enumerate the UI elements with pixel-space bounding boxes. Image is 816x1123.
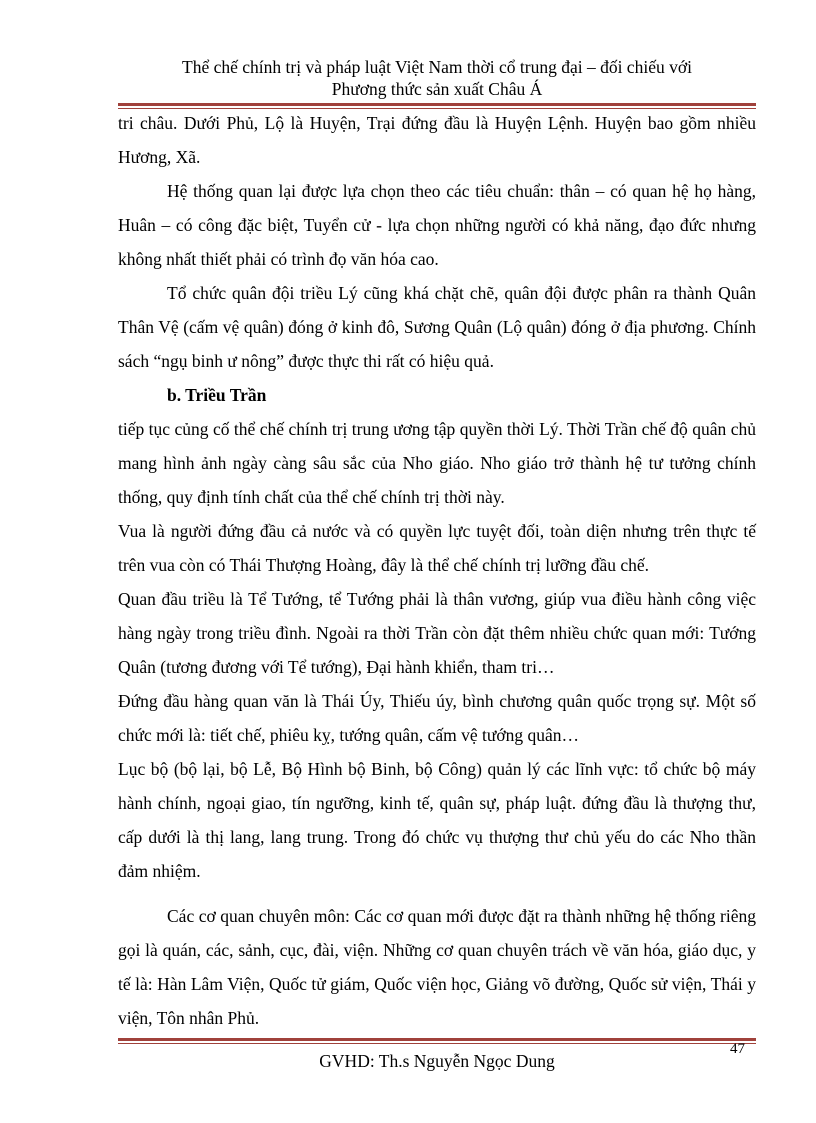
page-header bbox=[118, 56, 756, 100]
section-heading-tran-dynasty: b. Triều Trần bbox=[167, 385, 267, 405]
paragraph-officials-selection: Hệ thống quan lại được lựa chọn theo các tiêu chuẩn: thân – có quan hệ họ hàng, Huân – có công đặc biệt, Tuyển cử - lựa chọn những người có khả năng, đạo đức nhưng không nhất thiết phải có trình đọ văn hóa cao. bbox=[118, 181, 756, 269]
paragraph-chancellor: Quan đầu triều là Tể Tướng, tể Tướng phải là thân vương, giúp vua điều hành công việc hàng ngày trong triều đình. Ngoài ra thời Trần còn đặt thêm nhiều chức quan mới: Tướng Quân (tương đương với Tể tướng), Đại hành khiển, tham tri… bbox=[118, 589, 756, 677]
page-body bbox=[118, 106, 756, 1035]
header-title-line-1: Thể chế chính trị và pháp luật Việt Nam thời cổ trung đại – đối chiếu với bbox=[182, 57, 692, 77]
paragraph-specialized-agencies: Các cơ quan chuyên môn: Các cơ quan mới được đặt ra thành những hệ thống riêng gọi là quán, các, sảnh, cục, đài, viện. Những cơ quan chuyên trách về văn hóa, giáo dục, y tế là: Hàn Lâm Viện, Quốc tử giám, Quốc viện học, Giảng võ đường, Quốc sử viện, Thái y viện, Tôn nhân Phủ. bbox=[118, 906, 756, 1028]
footer-divider bbox=[118, 1038, 756, 1044]
paragraph-army-organization: Tổ chức quân đội triều Lý cũng khá chặt chẽ, quân đội được phân ra thành Quân Thân Vệ (cấm vệ quân) đóng ở kinh đô, Sương Quân (Lộ quân) đóng ở địa phương. Chính sách “ngụ binh ư nông” được thực thi rất có hiệu quả. bbox=[118, 283, 756, 371]
header-title-line-2: Phương thức sản xuất Châu Á bbox=[331, 79, 543, 99]
paragraph-king-authority: Vua là người đứng đầu cả nước và có quyền lực tuyệt đối, toàn diện nhưng trên thực tế trên vua còn có Thái Thượng Hoàng, đây là thể chế chính trị lưỡng đầu chế. bbox=[118, 521, 756, 575]
page-number: 47 bbox=[730, 1041, 745, 1057]
paragraph-six-ministries: Lục bộ (bộ lại, bộ Lễ, Bộ Hình bộ Binh, bộ Công) quản lý các lĩnh vực: tổ chức bộ máy hành chính, ngoại giao, tín ngưỡng, kinh tế, quân sự, pháp luật. đứng đầu là thượng thư, cấp dưới là thị lang, lang trung. Trong đó chức vụ thượng thư chủ yếu do các Nho thần đảm nhiệm. bbox=[118, 759, 756, 881]
page-footer-advisor: GVHD: Th.s Nguyễn Ngọc Dung bbox=[319, 1051, 555, 1071]
paragraph-civil-officials: Đứng đầu hàng quan văn là Thái Úy, Thiếu úy, bình chương quân quốc trọng sự. Một số chức mới là: tiết chế, phiêu kỵ, tướng quân, cấm vệ tướng quân… bbox=[118, 691, 756, 745]
paragraph-continuation: tri châu. Dưới Phủ, Lộ là Huyện, Trại đứng đầu là Huyện Lệnh. Huyện bao gồm nhiều Hương, Xã. bbox=[118, 113, 756, 167]
paragraph-tran-centralization: tiếp tục củng cố thể chế chính trị trung ương tập quyền thời Lý. Thời Trần chế độ quân chủ mang hình ảnh ngày càng sâu sắc của Nho giáo. Nho giáo trở thành hệ tư tưởng chính thống, quy định tính chất của thể chế chính trị thời này. bbox=[118, 419, 756, 507]
